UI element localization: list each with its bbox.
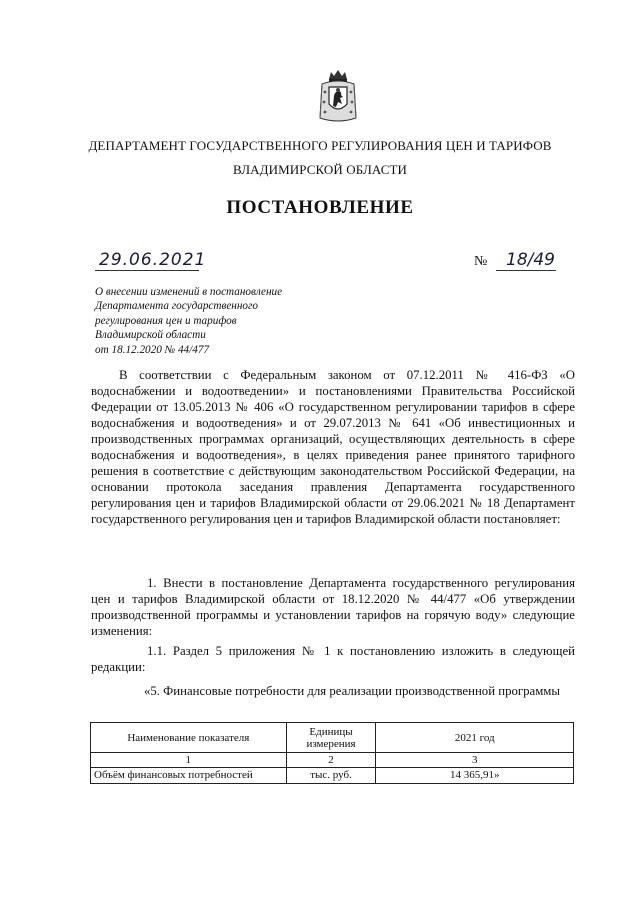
clause-1-1-paragraph: 1.1. Раздел 5 приложения № 1 к постановлению изложить в следующей редакции: bbox=[91, 644, 575, 674]
document-subject bbox=[95, 285, 355, 357]
table-row bbox=[91, 768, 574, 784]
table-cell: тыс. руб. bbox=[286, 768, 376, 784]
financial-needs-table bbox=[90, 722, 574, 784]
table-header-cell: 2021 год bbox=[376, 723, 574, 753]
subject-line: от 18.12.2020 № 44/477 bbox=[95, 343, 210, 356]
subject-line: Владимирской области bbox=[95, 329, 206, 342]
table-cell: Объём финансовых потребностей bbox=[91, 768, 287, 784]
table-header-row bbox=[91, 723, 574, 753]
subject-line: О внесении изменений в постановление bbox=[95, 286, 283, 298]
subject-line: регулирования цен и тарифов bbox=[95, 314, 237, 327]
vladimir-region-coat-of-arms-icon bbox=[316, 68, 360, 124]
table-cell: 2 bbox=[286, 753, 376, 768]
clause-1-paragraph: 1. Внести в постановление Департамента государственного регулирования цен и тарифов Владимирской области от 18.12.2020 № 44/477 «Об утверждении производственной программы и установлении тарифов на горячую воду» следующие изменения: bbox=[91, 576, 575, 638]
table-header-cell: Единицы измерения bbox=[286, 723, 376, 753]
table-cell: 14 365,91» bbox=[376, 768, 574, 784]
document-title: ПОСТАНОВЛЕНИЕ bbox=[226, 197, 414, 218]
date-underline bbox=[95, 270, 199, 271]
number-sign: № bbox=[474, 254, 488, 269]
table-header-cell: Наименование показателя bbox=[91, 723, 287, 753]
table-column-number-row bbox=[91, 753, 574, 768]
department-name-line1: ДЕПАРТАМЕНТ ГОСУДАРСТВЕННОГО РЕГУЛИРОВАНИЯ ЦЕН И ТАРИФОВ bbox=[88, 138, 552, 153]
preamble-paragraph: В соответствии с Федеральным законом от 07.12.2011 № 416-ФЗ «О водоснабжении и водоотведении» и постановлениями Правительства Российской Федерации от 13.05.2013 № 406 «О государственном регулировании тарифов в сфере водоснабжения и водоотведения» и от 29.07.2013 № 641 «Об инвестиционных и производственных программах организаций, осуществляющих деятельность в сфере водоснабжения и водоотведения», в целях приведения ранее принятого тарифного решения в соответствие с действующим законодательством Российской Федерации, на основании протокола заседания правления Департамента государственного регулирования цен и тарифов Владимирской области от 29.06.2021 № 18 Департамент государственного регулирования цен и тарифов Владимирской области постановляет: bbox=[91, 368, 575, 526]
number-underline bbox=[496, 270, 556, 271]
subject-line: Департамента государственного bbox=[95, 300, 258, 313]
department-name-line2: ВЛАДИМИРСКОЙ ОБЛАСТИ bbox=[232, 162, 408, 177]
document-date: 29.06.2021 bbox=[99, 250, 207, 270]
table-cell: 3 bbox=[376, 753, 574, 768]
section-caption: «5. Финансовые потребности для реализации производственной программы bbox=[143, 684, 561, 698]
document-number: 18/49 bbox=[506, 250, 555, 270]
table-cell: 1 bbox=[91, 753, 287, 768]
